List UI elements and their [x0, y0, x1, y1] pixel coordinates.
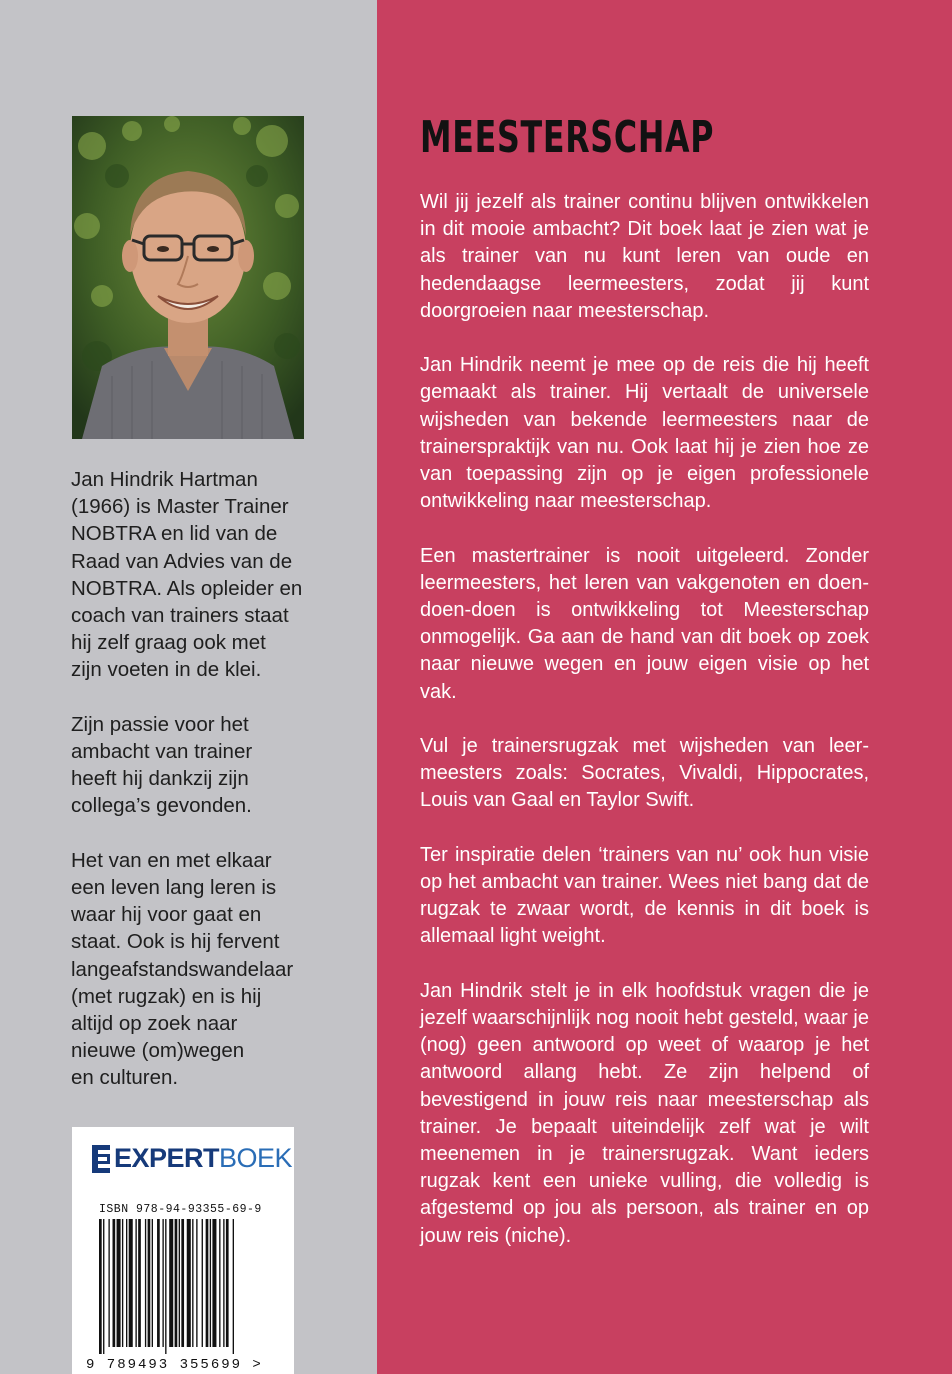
left-panel	[0, 0, 377, 1374]
blurb-paragraph-3: Een mastertrainer is nooit uitgeleerd. Zonder leermeesters, het leren van vakgenoten en doen-doen-doen is ontwikkeling tot Meesterschap onmogelijk. Ga aan de hand van dit boek op zoek naar nieuwe wegen en jouw eigen visie op het vak.	[420, 544, 869, 703]
publisher-logo	[92, 1143, 292, 1174]
book-title: MEESTERSCHAP	[420, 112, 715, 163]
bio-paragraph-1: Jan Hindrik Hartman (1966) is Master Trainer NOBTRA en lid van de Raad van Advies van de NOBTRA. Als opleider en coach van trainers staat hij zelf graag ook met zijn voeten in de klei.	[71, 468, 303, 682]
barcode-icon	[99, 1219, 267, 1354]
blurb-paragraph-2: Jan Hindrik neemt je mee op de reis die hij heeft gemaakt als trainer. Hij vertaalt de universele wijsheden van bekende leermeesters naar de trainerspraktijk van nu. Ook laat hij je zien hoe ze van toepassing zijn op je eigen professionele ontwikkeling naar meesterschap.	[420, 354, 869, 513]
bio-paragraph-2: Zijn passie voor het ambacht van trainer heeft hij dankzij zijn collega’s gevonden.	[71, 712, 253, 818]
barcode-box	[72, 1127, 294, 1374]
publisher-logo-icon	[92, 1145, 112, 1173]
author-photo	[72, 116, 304, 439]
blurb	[420, 189, 869, 1277]
blurb-paragraph-5: Ter inspiratie delen ‘trainers van nu’ ook hun visie op het ambacht van trainer. Wees niet bang dat de rugzak te zwaar wordt, de kennis in dit boek is allemaal light weight.	[420, 843, 869, 948]
isbn-text: ISBN 978-94-93355-69-9	[99, 1203, 262, 1216]
publisher-name-part2: BOEK	[219, 1143, 293, 1173]
author-bio	[71, 466, 321, 1119]
barcode-number: 9 789493 355699 >	[86, 1357, 263, 1373]
blurb-paragraph-6: Jan Hindrik stelt je in elk hoofdstuk vragen die je jezelf waarschijnlijk nog nooit hebt gesteld, waar je (nog) geen antwoord op weet of waarop je het antwoord allang hebt. Ze zijn helpend of bevestigend in jouw reis naar meesterschap als trainer. Je bepaalt uiteindelijk zelf wat je wilt meenemen in je trainersrugzak. Want ieders rugzak kent een unieke vulling, die volledig is afgestemd op jou als persoon, als trainer en op jouw reis (niche).	[420, 979, 869, 1247]
blurb-paragraph-1: Wil jij jezelf als trainer continu blijven ontwikkelen in dit mooie ambacht? Dit boek laat je zien wat je als trainer van nu kunt leren van oude en hedendaagse leermeesters, zodat jij kunt doorgroeien naar meesterschap.	[420, 191, 869, 322]
author-portrait-image	[72, 116, 304, 439]
publisher-name-part1: EXPERT	[114, 1143, 220, 1173]
blurb-paragraph-4: Vul je trainersrugzak met wijsheden van leermeesters zoals: Socrates, Vivaldi, Hippocrates, Louis van Gaal en Taylor Swift.	[420, 735, 869, 812]
bio-paragraph-3: Het van en met elkaar een leven lang leren is waar hij voor gaat en staat. Ook is hij fervent langeafstandswandelaar (met rugzak) en is hij altijd op zoek naar nieuwe (om)wegen en culturen.	[71, 848, 294, 1090]
